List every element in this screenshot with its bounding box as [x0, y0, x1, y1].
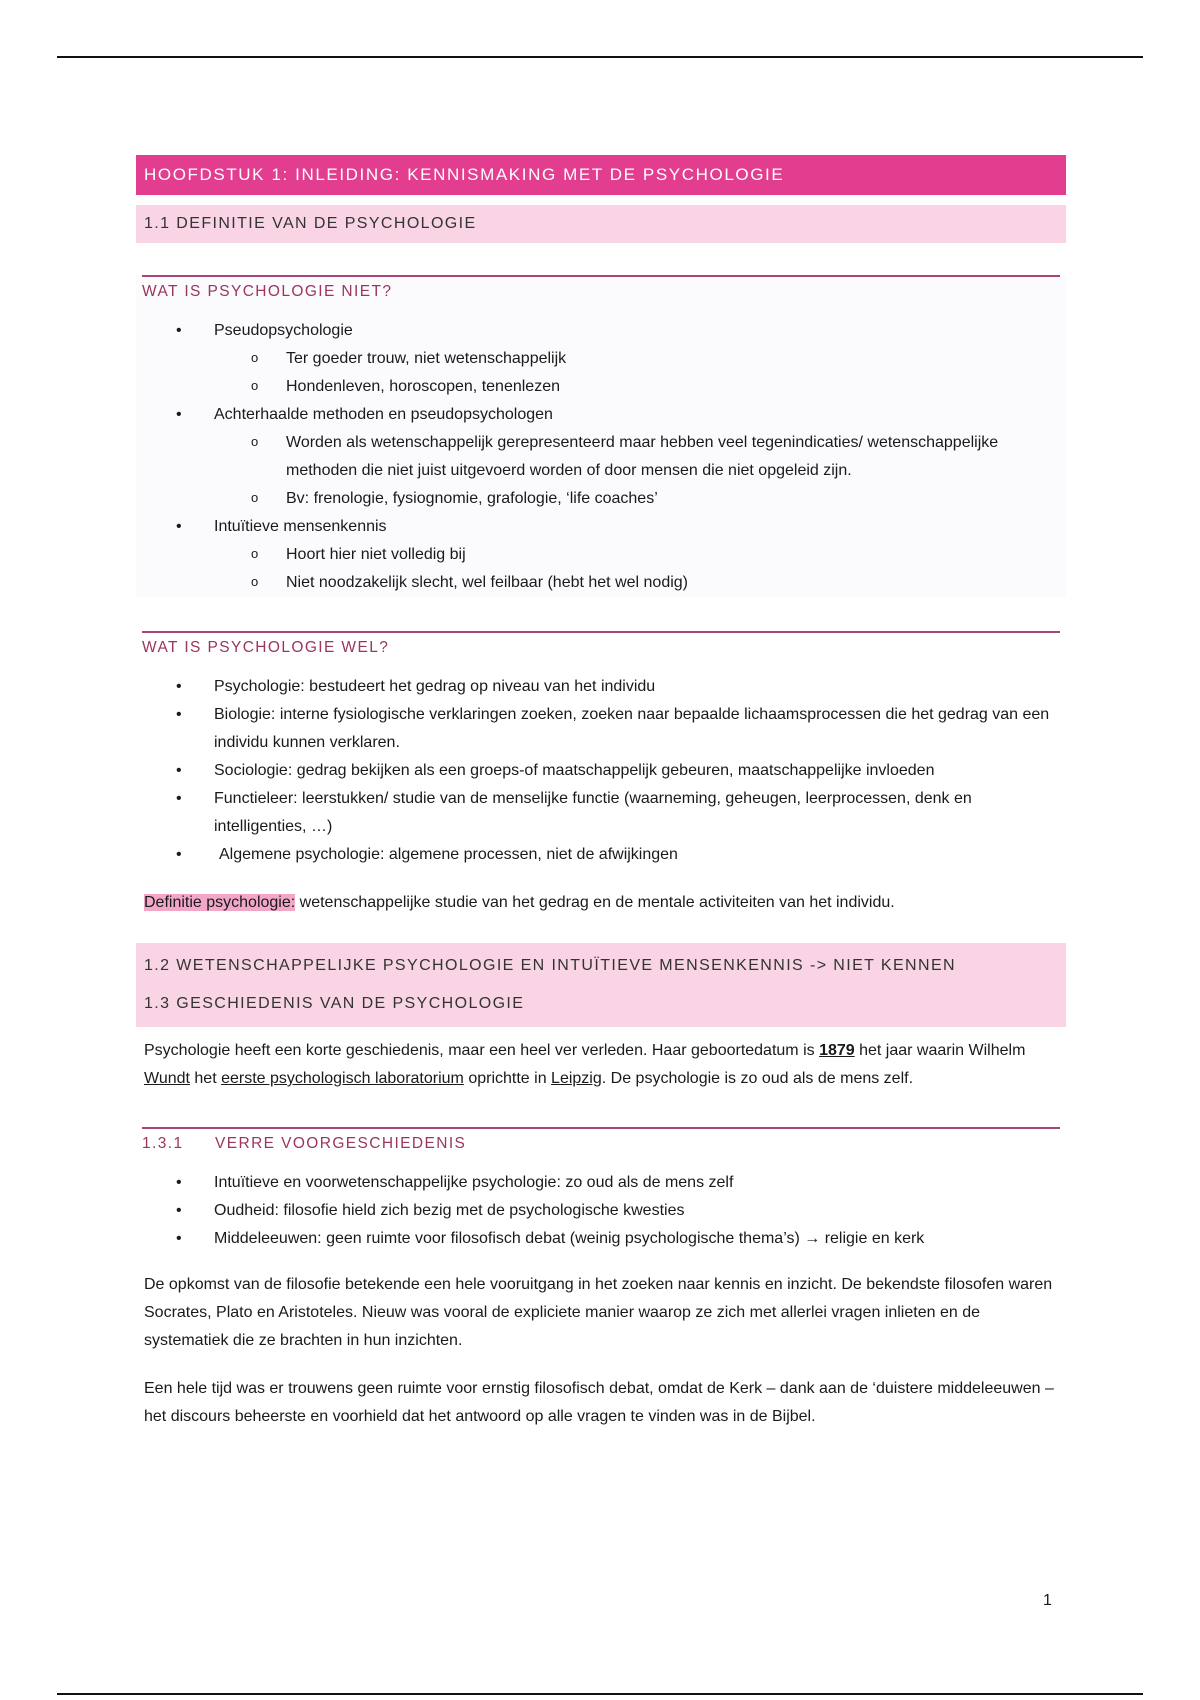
subheading-title: VERRE VOORGESCHIEDENIS — [215, 1135, 467, 1152]
list-item: • Intuïtieve en voorwetenschappelijke psychologie: zo oud als de mens zelf — [214, 1169, 1066, 1197]
text-run: oprichtte in — [463, 1070, 552, 1087]
definition-paragraph — [144, 889, 1066, 917]
list-item: o Hondenleven, horoscopen, tenenlezen — [286, 373, 1066, 401]
list-item-text: Intuïtieve mensenkennis — [214, 518, 387, 535]
bullet-list-voorgeschiedenis — [136, 1169, 1066, 1253]
definition-text: wetenschappelijke studie van het gedrag en de mentale activiteiten van het individu. — [295, 894, 895, 911]
list-item — [214, 317, 1066, 401]
chapter-title: HOOFDSTUK 1: INLEIDING: KENNISMAKING MET DE PSYCHOLOGIE — [136, 155, 1066, 195]
subheading-number: 1.3.1 — [142, 1135, 184, 1152]
text-run: het — [189, 1070, 222, 1087]
text-run: het jaar waarin Wilhelm — [854, 1042, 1026, 1059]
list-item: o Hoort hier niet volledig bij — [286, 541, 1066, 569]
definition-label: Definitie psychologie: — [144, 894, 296, 911]
church-paragraph: Een hele tijd was er trouwens geen ruimte voor ernstig filosofisch debat, omdat de Kerk – dank aan de ‘duistere middeleeuwen – het discours beheerste en voorhield dat het antwoord op alle vragen te vinden was in de Bijbel. — [144, 1380, 1054, 1425]
sub-list — [214, 429, 1066, 513]
section-heading-block — [136, 943, 1066, 1027]
list-item: • Psychologie: bestudeert het gedrag op niveau van het individu — [214, 673, 1066, 701]
bullet-list-niet — [136, 317, 1066, 597]
bullet-list-wel — [136, 673, 1066, 869]
document-body — [136, 155, 1066, 1431]
leipzig-name: Leipzig — [551, 1070, 602, 1087]
header-rule — [57, 56, 1143, 58]
sub-list — [214, 541, 1066, 597]
text-run: . De psychologie is zo oud als de mens zelf. — [601, 1070, 914, 1087]
subheading-wel: WAT IS PSYCHOLOGIE WEL? — [142, 631, 1060, 663]
text-run: Psychologie heeft een korte geschiedenis, maar een heel ver verleden. Haar geboortedatum is — [144, 1042, 820, 1059]
list-item: o Worden als wetenschappelijk gerepresenteerd maar hebben veel tegenindicaties/ wetenschappelijke methoden die niet juist uitgevoerd worden of door mensen die niet opgeleid zijn. — [286, 429, 1066, 485]
list-item: • Algemene psychologie: algemene processen, niet de afwijkingen — [214, 841, 1066, 869]
list-item: • Biologie: interne fysiologische verklaringen zoeken, zoeken naar bepaalde lichaamsprocessen die het gedrag van een individu kunnen verklaren. — [214, 701, 1066, 757]
list-item: • Oudheid: filosofie hield zich bezig met de psychologische kwesties — [214, 1197, 1066, 1225]
birth-year: 1879 — [819, 1042, 855, 1059]
list-item — [214, 401, 1066, 513]
section-heading-1-2: 1.2 WETENSCHAPPELIJKE PSYCHOLOGIE EN INTUÏTIEVE MENSENKENNIS -> NIET KENNEN — [144, 957, 956, 974]
list-item-text: Achterhaalde methoden en pseudopsychologen — [214, 406, 553, 423]
list-item: • Sociologie: gedrag bekijken als een groeps-of maatschappelijk gebeuren, maatschappelijke invloeden — [214, 757, 1066, 785]
list-item: • Middeleeuwen: geen ruimte voor filosofisch debat (weinig psychologische thema’s) → religie en kerk — [214, 1225, 1066, 1253]
section-niet — [136, 275, 1066, 597]
list-item-text: Pseudopsychologie — [214, 322, 353, 339]
page-number: 1 — [1043, 1592, 1052, 1609]
subheading-1-3-1 — [142, 1127, 1060, 1159]
list-item: o Ter goeder trouw, niet wetenschappelijk — [286, 345, 1066, 373]
list-item — [214, 513, 1066, 597]
footer-rule — [57, 1693, 1143, 1695]
philosophy-paragraph: De opkomst van de filosofie betekende een hele vooruitgang in het zoeken naar kennis en inzicht. De bekendste filosofen waren Socrates, Plato en Aristoteles. Nieuw was vooral de expliciete manier waarop ze zich met allerlei vragen inlieten en de systematiek die ze brachten in hun inzichten. — [144, 1276, 1053, 1349]
list-item: o Niet noodzakelijk slecht, wel feilbaar (hebt het wel nodig) — [286, 569, 1066, 597]
first-lab: eerste psychologisch laboratorium — [221, 1070, 464, 1087]
section-heading-1-3: 1.3 GESCHIEDENIS VAN DE PSYCHOLOGIE — [144, 995, 525, 1012]
wundt-name: Wundt — [144, 1070, 190, 1087]
subheading-niet: WAT IS PSYCHOLOGIE NIET? — [142, 275, 1060, 307]
list-item: • Functieleer: leerstukken/ studie van de menselijke functie (waarneming, geheugen, leerprocessen, denk en intelligenties, …) — [214, 785, 1066, 841]
sub-list — [214, 345, 1066, 401]
history-paragraph — [144, 1037, 1066, 1093]
section-heading-1-1: 1.1 DEFINITIE VAN DE PSYCHOLOGIE — [136, 205, 1066, 243]
list-item: o Bv: frenologie, fysiognomie, grafologie, ‘life coaches’ — [286, 485, 1066, 513]
